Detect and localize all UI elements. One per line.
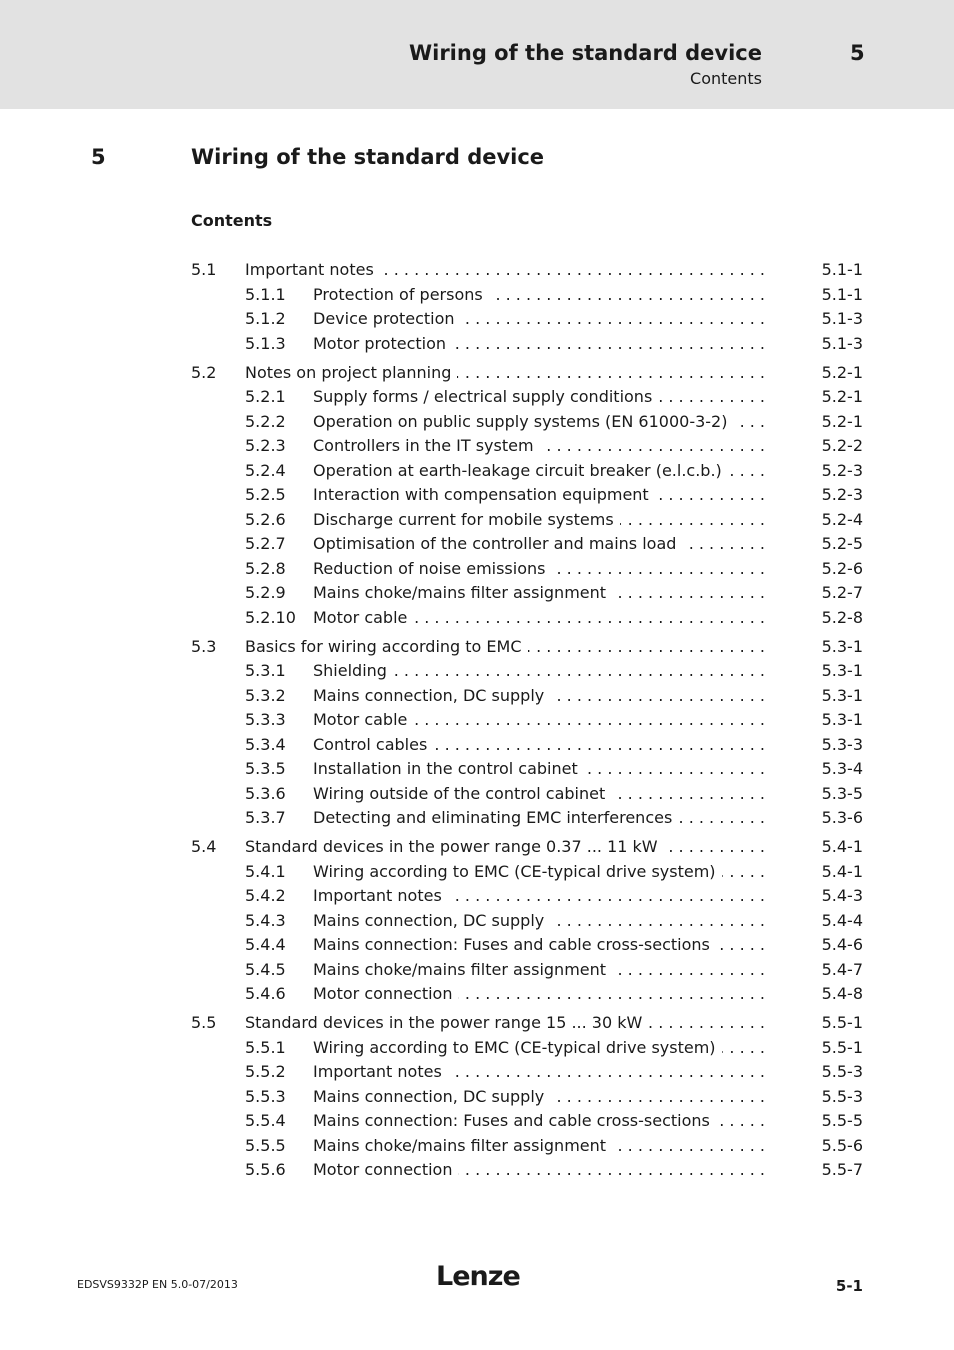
toc-entry[interactable]: [0, 483, 954, 507]
toc-entry-title-text: Motor protection: [313, 334, 452, 353]
chapter-title: Wiring of the standard device: [191, 145, 545, 169]
toc-entry-page: 5.2-1: [821, 363, 863, 382]
toc-entry[interactable]: [0, 532, 954, 556]
toc-entry-number: 5.5.6: [245, 1160, 286, 1179]
toc-entry-number: 5.3.2: [245, 686, 286, 705]
toc-entry-number: 5.1.3: [245, 334, 286, 353]
toc-entry-title: [313, 581, 765, 605]
toc-entry-title: [313, 757, 765, 781]
footer-page-number: 5-1: [835, 1277, 863, 1295]
toc-entry-title: [313, 508, 765, 532]
toc-entry-number: 5.3.7: [245, 808, 286, 827]
toc-entry-number: 5.4.3: [245, 911, 286, 930]
toc-entry[interactable]: [0, 410, 954, 434]
toc-entry-title-text: Mains connection, DC supply: [313, 1087, 550, 1106]
toc-entry[interactable]: [0, 332, 954, 356]
toc-entry[interactable]: [0, 1085, 954, 1109]
toc-entry-title: [313, 933, 765, 957]
toc-entry-title: [245, 361, 765, 385]
toc-entry-title-text: Motor cable: [313, 608, 413, 627]
toc-entry-title: [313, 606, 765, 630]
toc-entry-number: 5.4.2: [245, 886, 286, 905]
footer-doc-id: EDSVS9332P EN 5.0-07/2013: [77, 1278, 238, 1291]
toc-entry[interactable]: [0, 635, 954, 659]
toc-entry[interactable]: [0, 860, 954, 884]
toc-entry[interactable]: [0, 1109, 954, 1133]
toc-entry-number: 5.5.4: [245, 1111, 286, 1130]
toc-entry-page: 5.4-8: [821, 984, 863, 1003]
toc-entry-page: 5.2-1: [821, 387, 863, 406]
toc-entry-title-text: Wiring outside of the control cabinet: [313, 784, 611, 803]
toc-entry-page: 5.1-1: [821, 260, 863, 279]
toc-entry-number: 5.3.5: [245, 759, 286, 778]
toc-entry[interactable]: [0, 307, 954, 331]
toc-entry[interactable]: [0, 385, 954, 409]
toc-entry[interactable]: [0, 508, 954, 532]
toc-entry-title-text: Motor cable: [313, 710, 413, 729]
toc-entry[interactable]: [0, 1158, 954, 1182]
toc-entry-page: 5.4-3: [821, 886, 863, 905]
toc-entry-page: 5.4-7: [821, 960, 863, 979]
toc-entry-title-text: Control cables: [313, 735, 433, 754]
toc-entry-number: 5.2.10: [245, 608, 296, 627]
toc-entry-page: 5.5-5: [821, 1111, 863, 1130]
toc-entry[interactable]: [0, 1060, 954, 1084]
toc-entry[interactable]: [0, 361, 954, 385]
toc-entry[interactable]: [0, 733, 954, 757]
toc-entry[interactable]: [0, 835, 954, 859]
toc-entry-page: 5.2-5: [821, 534, 863, 553]
toc-entry-page: 5.2-4: [821, 510, 863, 529]
toc-entry-title: [313, 434, 765, 458]
toc-entry-number: 5.4.1: [245, 862, 286, 881]
toc-entry-number: 5.5.5: [245, 1136, 286, 1155]
toc-entry-title-text: Basics for wiring according to EMC: [245, 637, 528, 656]
toc-entry-page: 5.2-2: [821, 436, 863, 455]
toc-entry-number: 5.4.6: [245, 984, 286, 1003]
toc-entry[interactable]: [0, 434, 954, 458]
toc-entry-title-text: Notes on project planning: [245, 363, 457, 382]
toc-entry-page: 5.2-6: [821, 559, 863, 578]
toc-entry-title: [313, 459, 765, 483]
toc-entry-title-text: Mains connection: Fuses and cable cross-sections: [313, 1111, 716, 1130]
toc-entry-number: 5.2.1: [245, 387, 286, 406]
toc-entry-number: 5.2.9: [245, 583, 286, 602]
toc-entry-title-text: Detecting and eliminating EMC interferences: [313, 808, 678, 827]
toc-entry-page: 5.1-3: [821, 334, 863, 353]
toc-entry-title: [313, 1134, 765, 1158]
toc-entry-page: 5.3-4: [821, 759, 863, 778]
toc-entry-title: [313, 909, 765, 933]
toc-entry-number: 5.4.5: [245, 960, 286, 979]
toc-entry-title-text: Installation in the control cabinet: [313, 759, 584, 778]
toc-entry-title-text: Wiring according to EMC (CE-typical drive system): [313, 1038, 722, 1057]
toc-entry-title: [313, 733, 765, 757]
toc-entry-number: 5.3.3: [245, 710, 286, 729]
toc-entry-number: 5.2.2: [245, 412, 286, 431]
toc-entry[interactable]: [0, 581, 954, 605]
toc-entry-title-text: Operation on public supply systems (EN 61000-3-2): [313, 412, 733, 431]
toc-entry-title: [313, 806, 765, 830]
toc-entry[interactable]: [0, 557, 954, 581]
toc-entry-number: 5.1.1: [245, 285, 286, 304]
toc-entry-title-text: Operation at earth-leakage circuit breaker (e.l.c.b.): [313, 461, 728, 480]
toc-entry-title: [245, 835, 765, 859]
toc-entry-title: [313, 483, 765, 507]
toc-entry-title: [313, 659, 765, 683]
toc-entry-title: [313, 1158, 765, 1182]
toc-entry-title-text: Controllers in the IT system: [313, 436, 540, 455]
toc-entry-number: 5.5.2: [245, 1062, 286, 1081]
toc-entry[interactable]: [0, 982, 954, 1006]
toc-entry-page: 5.3-1: [821, 661, 863, 680]
toc-entry-page: 5.2-1: [821, 412, 863, 431]
toc-entry-page: 5.2-8: [821, 608, 863, 627]
toc-entry[interactable]: [0, 684, 954, 708]
toc-entry-number: 5.2.7: [245, 534, 286, 553]
toc-entry-page: 5.3-6: [821, 808, 863, 827]
toc-entry[interactable]: [0, 1134, 954, 1158]
toc-entry-title: [245, 1011, 765, 1035]
toc-entry-page: 5.3-5: [821, 784, 863, 803]
toc-entry-title-text: Important notes: [313, 886, 448, 905]
toc-entry-page: 5.5-1: [821, 1038, 863, 1057]
toc-entry-title-text: Standard devices in the power range 15 ... 30 kW: [245, 1013, 648, 1032]
toc-entry-page: 5.3-3: [821, 735, 863, 754]
toc-entry-number: 5.1.2: [245, 309, 286, 328]
toc-entry-page: 5.1-3: [821, 309, 863, 328]
toc-entry[interactable]: [0, 258, 954, 282]
toc-entry-page: 5.5-3: [821, 1087, 863, 1106]
toc-entry-number: 5.2.6: [245, 510, 286, 529]
header-band: [0, 0, 954, 109]
toc-entry-title: [245, 258, 765, 282]
header-title: Wiring of the standard device: [408, 41, 762, 65]
toc-entry-title: [313, 958, 765, 982]
toc-entry[interactable]: [0, 782, 954, 806]
lenze-logo: Lenze: [436, 1261, 520, 1292]
toc-entry-title: [313, 385, 765, 409]
toc-entry-title-text: Standard devices in the power range 0.37 ... 11 kW: [245, 837, 664, 856]
toc-entry-title-text: Motor connection: [313, 984, 458, 1003]
toc-entry-title: [313, 410, 765, 434]
toc-entry-number: 5.3.1: [245, 661, 286, 680]
header-subtitle: Contents: [690, 69, 762, 88]
toc-entry-page: 5.1-1: [821, 285, 863, 304]
toc-entry[interactable]: [0, 884, 954, 908]
toc-entry-number: 5.4.4: [245, 935, 286, 954]
toc-entry-number: 5.2.5: [245, 485, 286, 504]
toc-entry-title-text: Mains connection: Fuses and cable cross-sections: [313, 935, 716, 954]
toc-entry-title-text: Mains connection, DC supply: [313, 911, 550, 930]
toc-entry-title: [245, 635, 765, 659]
toc-entry-page: 5.4-4: [821, 911, 863, 930]
toc-entry-title: [313, 283, 765, 307]
toc-entry-title-text: Important notes: [313, 1062, 448, 1081]
toc-entry-number: 5.2.3: [245, 436, 286, 455]
toc-entry[interactable]: [0, 933, 954, 957]
toc-entry[interactable]: [0, 459, 954, 483]
toc-entry-number: 5.3.6: [245, 784, 286, 803]
toc-entry-title-text: Shielding: [313, 661, 393, 680]
toc-entry-title: [313, 1085, 765, 1109]
toc-entry-page: 5.5-3: [821, 1062, 863, 1081]
toc-entry-number: 5.5.1: [245, 1038, 286, 1057]
toc-entry-page: 5.5-6: [821, 1136, 863, 1155]
toc-entry-page: 5.3-1: [821, 686, 863, 705]
toc-entry-title: [313, 684, 765, 708]
toc-entry-title-text: Optimisation of the controller and mains load: [313, 534, 682, 553]
toc-entry-title-text: Protection of persons: [313, 285, 489, 304]
toc-entry[interactable]: [0, 708, 954, 732]
toc-entry-title-text: Supply forms / electrical supply conditions: [313, 387, 658, 406]
toc-entry-number: 5.2.4: [245, 461, 286, 480]
toc-entry-title: [313, 557, 765, 581]
toc-entry-page: 5.4-1: [821, 837, 863, 856]
toc-entry-page: 5.2-3: [821, 485, 863, 504]
toc-entry-number: 5.3: [191, 637, 217, 656]
toc-entry-title-text: Mains choke/mains filter assignment: [313, 583, 612, 602]
toc-entry-number: 5.2: [191, 363, 217, 382]
toc-entry-title: [313, 1060, 765, 1084]
toc-entry-title: [313, 1109, 765, 1133]
toc-entry[interactable]: [0, 1036, 954, 1060]
toc-entry[interactable]: [0, 958, 954, 982]
toc-entry[interactable]: [0, 659, 954, 683]
header-chapter-number: 5: [850, 41, 865, 65]
toc-entry-page: 5.2-7: [821, 583, 863, 602]
toc-entry[interactable]: [0, 606, 954, 630]
toc-entry-page: 5.2-3: [821, 461, 863, 480]
toc-entry-number: 5.3.4: [245, 735, 286, 754]
toc-entry-page: 5.3-1: [821, 710, 863, 729]
toc-entry-title: [313, 307, 765, 331]
toc-entry-page: 5.5-7: [821, 1160, 863, 1179]
contents-label: Contents: [191, 211, 273, 230]
toc-entry-title-text: Discharge current for mobile systems: [313, 510, 620, 529]
toc-entry-page: 5.3-1: [821, 637, 863, 656]
toc-entry-number: 5.4: [191, 837, 217, 856]
toc-entry-number: 5.1: [191, 260, 217, 279]
toc-entry-page: 5.4-6: [821, 935, 863, 954]
toc-entry-title-text: Wiring according to EMC (CE-typical drive system): [313, 862, 722, 881]
toc-entry[interactable]: [0, 806, 954, 830]
toc-entry-title-text: Reduction of noise emissions: [313, 559, 551, 578]
toc-entry-title: [313, 982, 765, 1006]
toc-entry-title-text: Mains choke/mains filter assignment: [313, 1136, 612, 1155]
toc-entry-title: [313, 532, 765, 556]
toc-entry-title: [313, 1036, 765, 1060]
toc-entry[interactable]: [0, 1011, 954, 1035]
toc-entry-title-text: Device protection: [313, 309, 461, 328]
toc-entry-number: 5.2.8: [245, 559, 286, 578]
toc-entry-title-text: Important notes: [245, 260, 380, 279]
toc-entry-title: [313, 332, 765, 356]
toc-entry-title: [313, 884, 765, 908]
toc-entry-title-text: Mains choke/mains filter assignment: [313, 960, 612, 979]
toc-entry-title-text: Mains connection, DC supply: [313, 686, 550, 705]
toc-entry-page: 5.5-1: [821, 1013, 863, 1032]
toc-entry-number: 5.5.3: [245, 1087, 286, 1106]
chapter-number: 5: [91, 145, 106, 169]
toc-entry-title: [313, 860, 765, 884]
toc-entry-title: [313, 708, 765, 732]
toc-entry-page: 5.4-1: [821, 862, 863, 881]
toc-entry[interactable]: [0, 283, 954, 307]
toc-entry-title-text: Motor connection: [313, 1160, 458, 1179]
toc-entry[interactable]: [0, 909, 954, 933]
toc-entry-title-text: Interaction with compensation equipment: [313, 485, 655, 504]
toc-entry-title: [313, 782, 765, 806]
toc-entry[interactable]: [0, 757, 954, 781]
toc-entry-number: 5.5: [191, 1013, 217, 1032]
